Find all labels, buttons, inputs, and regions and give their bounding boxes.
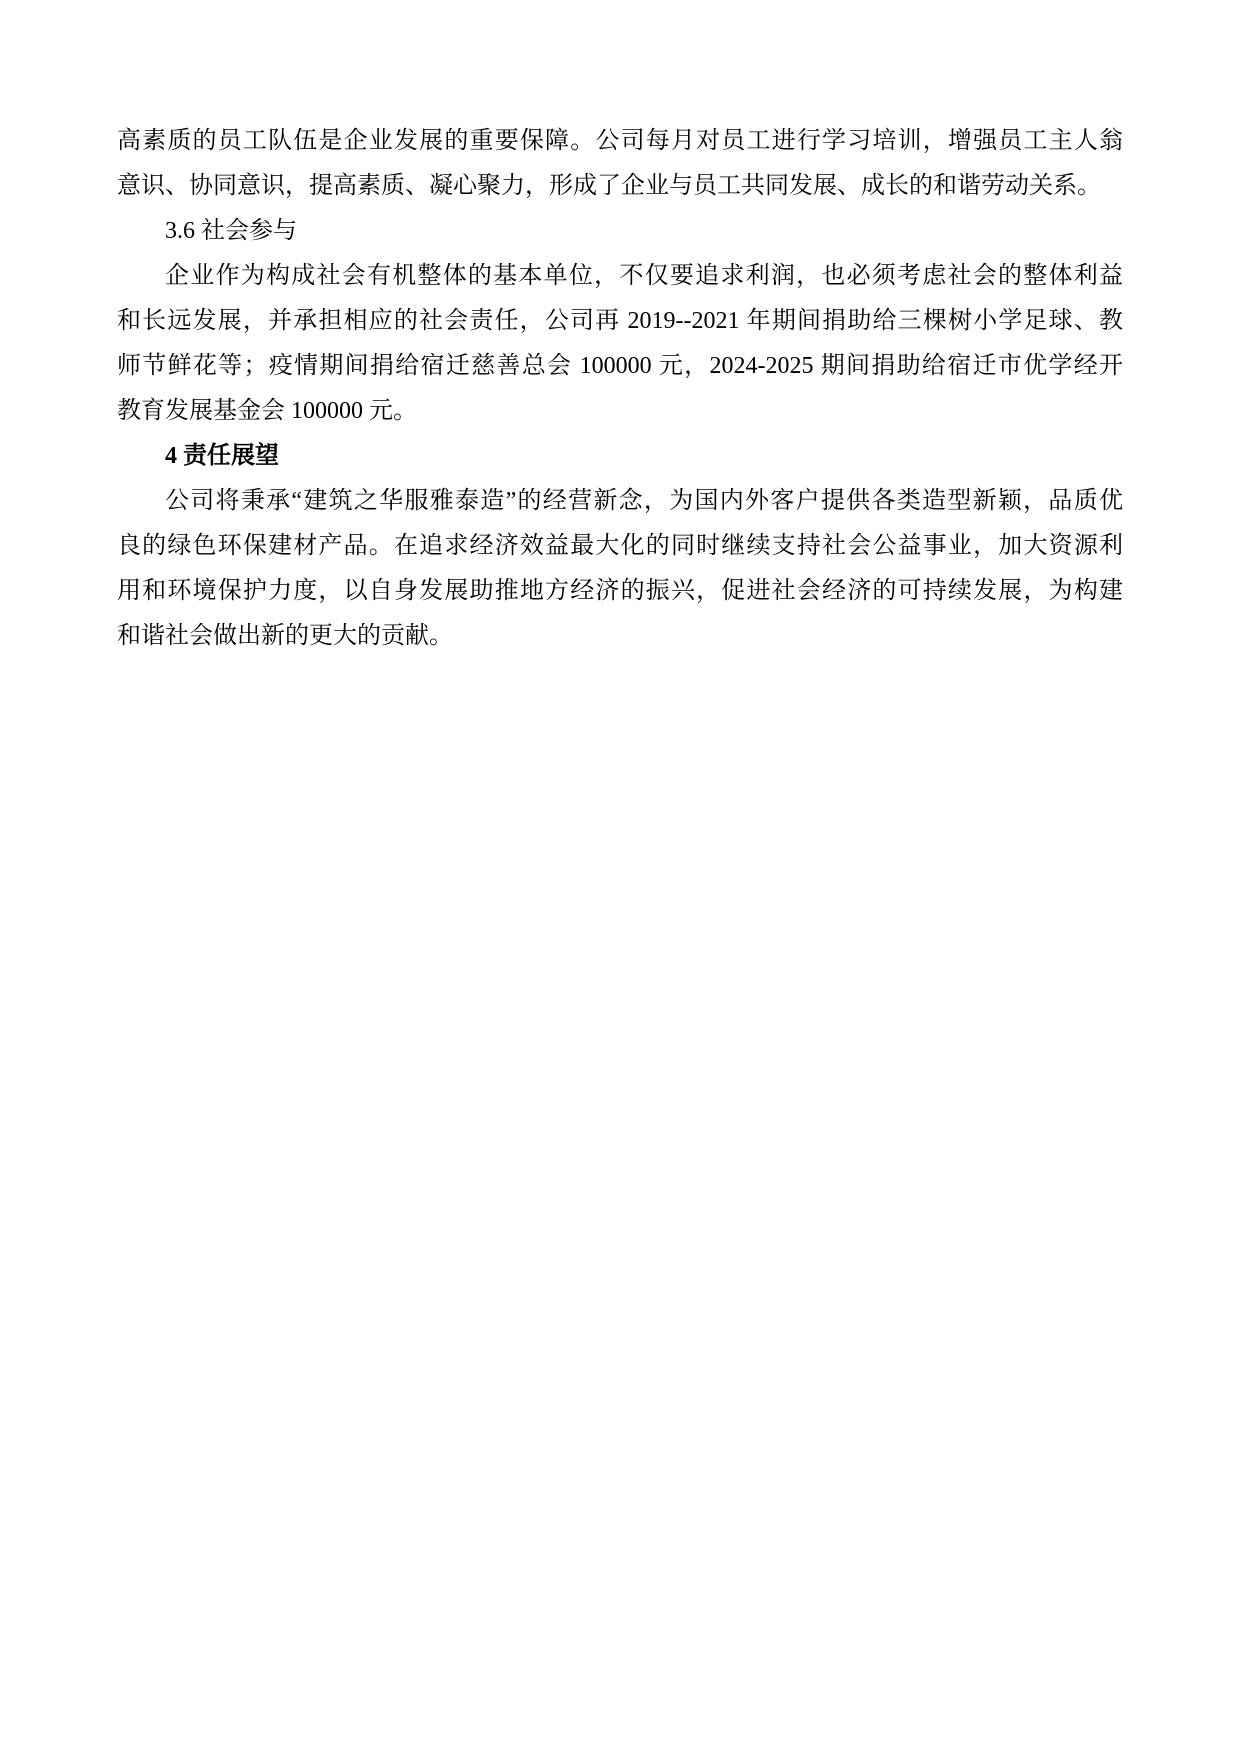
body-line: 企业作为构成社会有机整体的基本单位，不仅要追求利润，也必须考虑社会的整体利益	[165, 263, 1123, 289]
body-line: 公司将秉承“建筑之华服雅泰造”的经营新念，为国内外客户提供各类造型新颖，品质优	[165, 488, 1123, 514]
section-heading-4-responsibility-outlook: 4 责任展望	[165, 443, 279, 469]
body-line: 意识、协同意识，提高素质、凝心聚力，形成了企业与员工共同发展、成长的和谐劳动关系。	[117, 173, 1101, 199]
body-line: 和谐社会做出新的更大的贡献。	[117, 623, 453, 649]
section-heading-3-6-social-participation: 3.6 社会参与	[165, 218, 297, 244]
body-line: 良的绿色环保建材产品。在追求经济效益最大化的同时继续支持社会公益事业，加大资源利	[117, 533, 1123, 559]
body-line: 和长远发展，并承担相应的社会责任，公司再 2019--2021 年期间捐助给三棵树小学足球、教	[117, 308, 1123, 334]
document-content	[0, 0, 1240, 659]
body-line: 高素质的员工队伍是企业发展的重要保障。公司每月对员工进行学习培训，增强员工主人翁	[117, 128, 1123, 154]
body-line: 教育发展基金会 100000 元。	[117, 398, 417, 424]
body-line: 用和环境保护力度，以自身发展助推地方经济的振兴，促进社会经济的可持续发展，为构建	[117, 578, 1123, 604]
body-line: 师节鲜花等；疫情期间捐给宿迁慈善总会 100000 元，2024-2025 期间捐助给宿迁市优学经开	[117, 353, 1123, 379]
